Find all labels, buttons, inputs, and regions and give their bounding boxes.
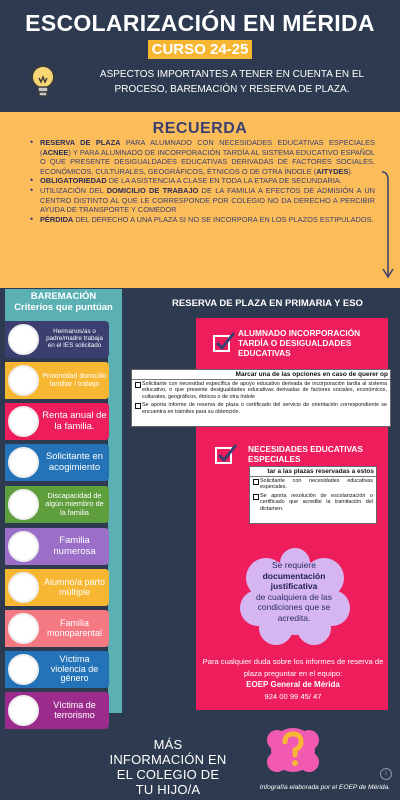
criteria-label: Alumno/a parto múltiple [43, 576, 106, 597]
reserva-title: RESERVA DE PLAZA EN PRIMARIA Y ESO [172, 298, 363, 309]
info-icon[interactable]: i [380, 768, 392, 780]
list-item: • UTILIZACIÓN DEL DOMICILIO DE TRABAJO DE LA FAMILIA A EFECTOS DE ADMISIÓN A UN CENTRO DISTINTO AL QUE LE CORRESPONDE POR COLEGIO NO DA DERECHO A PERCIBIR AYUDA DE TRANSPORTE Y COMEDOR [30, 186, 375, 215]
criteria-label: Proximidad domicilio familiar / trabajo [42, 372, 107, 388]
checkbox-circle[interactable] [8, 531, 39, 562]
criteria-label: Renta anual de la familia. [42, 410, 107, 432]
checkbox-circle[interactable] [8, 447, 39, 478]
criteria-label: Víctima de terrorismo [53, 699, 96, 720]
baremacion-header [5, 289, 122, 323]
checkbox-circle[interactable] [8, 654, 39, 685]
nee-form [249, 466, 377, 524]
checkbox-circle[interactable] [8, 695, 39, 726]
recuerda-list [30, 138, 375, 224]
documentation-note: Se requiere documentación justificativa de cualquiera de las condiciones que se acredita. [255, 560, 333, 623]
list-item: • RESERVA DE PLAZA PARA ALUMNADO CON NECESIDADES EDUCATIVAS ESPECIALES (ACNEE) Y PARA ALUMNADO DE INCORPORACIÓN TARDÍA AL SISTEMA EDUCATIVO ESPAÑOL O QUE PRESENTE DESIGUALDADES EDUCATIVAS DERIVADAS DE FACTORES SOCIALES, ECONÓMICOS, CULTURALES, GEOGRÁFICOS, ÉTNICOS O DE OTRA ÍNDOLE (AITYDES). [30, 138, 375, 176]
criteria-item [5, 610, 109, 647]
more-info-text: MÁS INFORMACIÓN EN EL COLEGIO DE TU HIJO/A [109, 737, 227, 797]
contact-info: Para cualquier duda sobre los informes de reserva de plaza preguntar en el equipo: EOEP General de Mérida 924 00 99 45/ 47 [200, 656, 386, 702]
question-mark-icon [265, 722, 321, 778]
page-title: ESCOLARIZACIÓN EN MÉRIDA [25, 10, 375, 36]
aitydes-title: ALUMNADO INCORPORACIÓN TARDÍA O DESIGUALDADES EDUCATIVAS [238, 328, 361, 358]
criteria-item [5, 528, 109, 565]
contact-phone: 924 00 99 45/ 47 [264, 691, 322, 701]
criteria-item [5, 486, 109, 523]
criteria-label: Víctima violencia de género [50, 653, 99, 684]
intro-text: ASPECTOS IMPORTANTES A TENER EN CUENTA EN EL PROCESO, BAREMACIÓN Y RESERVA DE PLAZA. [99, 69, 365, 95]
criteria-label: Solicitante en acogimiento [45, 451, 104, 473]
course-badge-wrap [0, 40, 400, 59]
credit-text: Infografía elaborada por el EOEP de Mérida. [259, 784, 390, 791]
checkbox-circle[interactable] [8, 572, 39, 603]
nee-option[interactable]: Se aporta resolución de escolarización o certificado que acredite la tramitación del dictamen. [250, 492, 376, 513]
baremacion-title: BAREMACIÓN [30, 291, 97, 302]
aitydes-option[interactable]: Solicitante con necesidad específica de apoyo educativo derivada de incorporación tardía al sistema educativo, o que presente desigualdades educativas derivadas de factores sociales, económicos, culturales, geográficos, étnicos o de otra índole [132, 380, 390, 401]
recuerda-title: RECUERDA [152, 120, 248, 137]
checkbox-circle[interactable] [8, 489, 39, 520]
course-badge: CURSO 24-25 [148, 40, 253, 59]
nee-option[interactable]: Solicitante con necesidades educativas especiales. [250, 477, 376, 492]
criteria-item [5, 444, 109, 481]
criteria-label: Familia numerosa [53, 535, 96, 557]
list-item: • OBLIGATORIEDAD DE LA ASISTENCIA A CLASE EN TODA LA ETAPA DE SECUNDARIA. [30, 176, 375, 186]
criteria-item [5, 569, 109, 606]
checkbox-checked-icon [212, 330, 236, 354]
nee-form-header: tar a las plazas reservadas a estos [250, 467, 376, 477]
checkbox-circle[interactable] [8, 613, 39, 644]
criteria-item [5, 692, 109, 729]
aitydes-form-header: Marcar una de las opciones en caso de querer op [132, 370, 390, 380]
checkbox-circle[interactable] [8, 324, 39, 355]
criteria-label: Familia monoparental [46, 617, 103, 638]
criteria-label: Discapacidad de algún miembro de la familia [45, 491, 104, 517]
lightbulb-icon [28, 62, 58, 102]
criteria-item [5, 403, 109, 440]
contact-team: EOEP General de Mérida [246, 680, 340, 689]
criteria-item [5, 321, 109, 358]
aitydes-form [131, 369, 391, 427]
baremacion-subtitle: Criterios que puntúan [14, 302, 113, 313]
checkbox-checked-icon [214, 442, 238, 466]
list-item: • PÉRDIDA DEL DERECHO A UNA PLAZA SI NO SE INCORPORA EN LOS PLAZOS ESTIPULADOS. [30, 215, 375, 225]
aitydes-option[interactable]: Se aporta informe de reserva de plaza o certificado del servicio de orientación correspondiente se encuentra en trámites para su obtención. [132, 401, 390, 416]
checkbox-circle[interactable] [8, 406, 39, 437]
teal-strip [108, 323, 122, 713]
criteria-item [5, 362, 109, 399]
nee-title: NECESIDADES EDUCATIVAS ESPECIALES [248, 444, 363, 464]
arrow-down-icon [380, 170, 394, 285]
checkbox-circle[interactable] [8, 365, 39, 396]
criteria-item [5, 651, 109, 688]
criteria-label: Hermanos/as o padre/madre trabaja en el IES solicitado [46, 328, 103, 349]
